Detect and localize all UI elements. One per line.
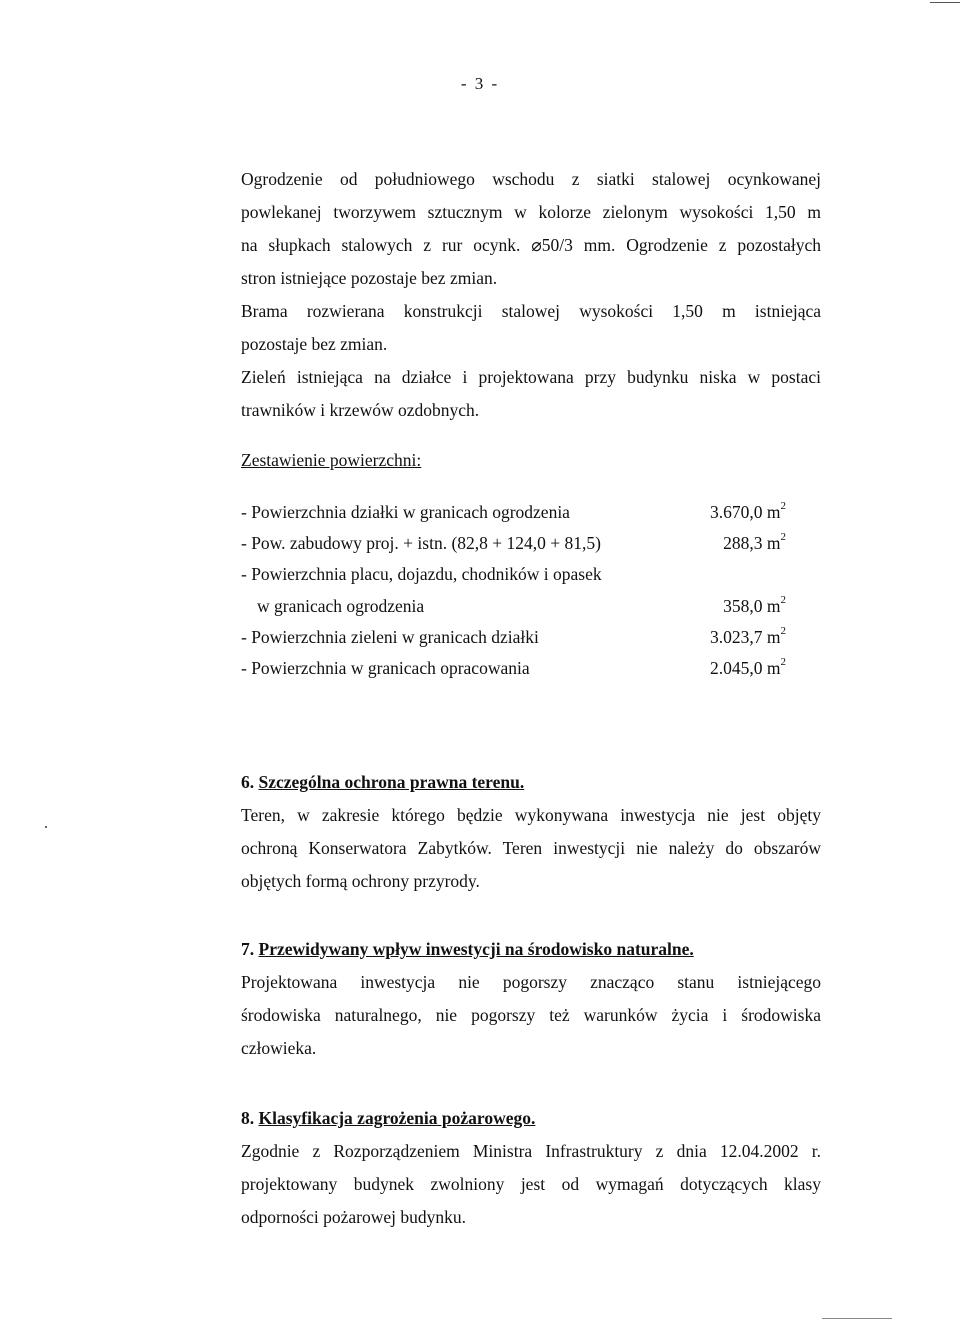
section-number: 7.	[241, 939, 255, 959]
intro-paragraph	[241, 163, 821, 427]
intro-line: na słupkach stalowych z rur ocynk. ⌀50/3 mm. Ogrodzenie z pozostałych	[241, 235, 821, 255]
intro-line: powlekanej tworzywem sztucznym w kolorze zielonym wysokości 1,50 m	[241, 202, 821, 222]
section-line: objętych formą ochrony przyrody.	[241, 871, 480, 891]
scan-mark-bottom-right	[822, 1318, 892, 1319]
intro-line: Brama rozwierana konstrukcji stalowej wysokości 1,50 m istniejąca	[241, 301, 821, 321]
intro-line: stron istniejące pozostaje bez zmian.	[241, 268, 498, 288]
section-heading	[241, 766, 821, 799]
intro-line: Zieleń istniejąca na działce i projektowana przy budynku niska w postaci	[241, 367, 821, 387]
section-line: Projektowana inwestycja nie pogorszy znacząco stanu istniejącego	[241, 972, 821, 992]
area-label: w granicach ogrodzenia	[257, 596, 425, 616]
area-label: - Powierzchnia zieleni w granicach działki	[241, 627, 539, 647]
area-label: - Powierzchnia działki w granicach ogrodzenia	[241, 502, 570, 522]
section-line: odporności pożarowej budynku.	[241, 1207, 467, 1227]
section-title: Klasyfikacja zagrożenia pożarowego.	[258, 1108, 536, 1128]
intro-line: trawników i krzewów ozdobnych.	[241, 400, 480, 420]
area-row	[241, 559, 786, 590]
section-8	[241, 1102, 821, 1234]
area-row	[241, 622, 786, 653]
area-row	[241, 653, 786, 684]
intro-line: Ogrodzenie od południowego wschodu z siatki stalowej ocynkowanej	[241, 169, 821, 189]
section-line: Zgodnie z Rozporządzeniem Ministra Infrastruktury z dnia 12.04.2002 r.	[241, 1141, 821, 1161]
area-row	[241, 528, 786, 559]
area-value: 358,0 $m^2$	[723, 594, 786, 616]
section-line: ochroną Konserwatora Zabytków. Teren inwestycji nie należy do obszarów	[241, 838, 821, 858]
section-number: 6.	[241, 772, 255, 792]
section-number: 8.	[241, 1108, 255, 1128]
area-label: - Powierzchnia w granicach opracowania	[241, 658, 530, 678]
scan-mark-top-right	[930, 2, 960, 3]
area-label: - Powierzchnia placu, dojazdu, chodników i opasek	[241, 564, 602, 584]
area-row	[241, 591, 786, 622]
section-line: projektowany budynek zwolniony jest od wymagań dotyczących klasy	[241, 1174, 821, 1194]
areas-heading: Zestawienie powierzchni:	[241, 450, 422, 470]
area-row	[241, 497, 786, 528]
section-heading	[241, 1102, 821, 1135]
section-line: środowiska naturalnego, nie pogorszy też warunków życia i środowiska	[241, 1005, 821, 1025]
section-6	[241, 766, 821, 898]
scan-speck	[45, 826, 47, 828]
section-7	[241, 933, 821, 1065]
area-value: 2.045,0 $m^2$	[710, 656, 786, 678]
area-value: 3.670,0 $m^2$	[710, 500, 786, 522]
intro-line: pozostaje bez zmian.	[241, 334, 388, 354]
area-value: 288,3 $m^2$	[723, 531, 786, 553]
section-line: człowieka.	[241, 1038, 317, 1058]
section-title: Szczególna ochrona prawna terenu.	[258, 772, 525, 792]
area-value: 3.023,7 $m^2$	[710, 625, 786, 647]
page-number: - 3 -	[460, 74, 500, 93]
section-line: Teren, w zakresie którego będzie wykonywana inwestycja nie jest objęty	[241, 805, 821, 825]
areas-section	[241, 444, 821, 477]
section-heading	[241, 933, 821, 966]
area-label: - Pow. zabudowy proj. + istn. (82,8 + 124,0 + 81,5)	[241, 533, 601, 553]
section-title: Przewidywany wpływ inwestycji na środowisko naturalne.	[258, 939, 694, 959]
